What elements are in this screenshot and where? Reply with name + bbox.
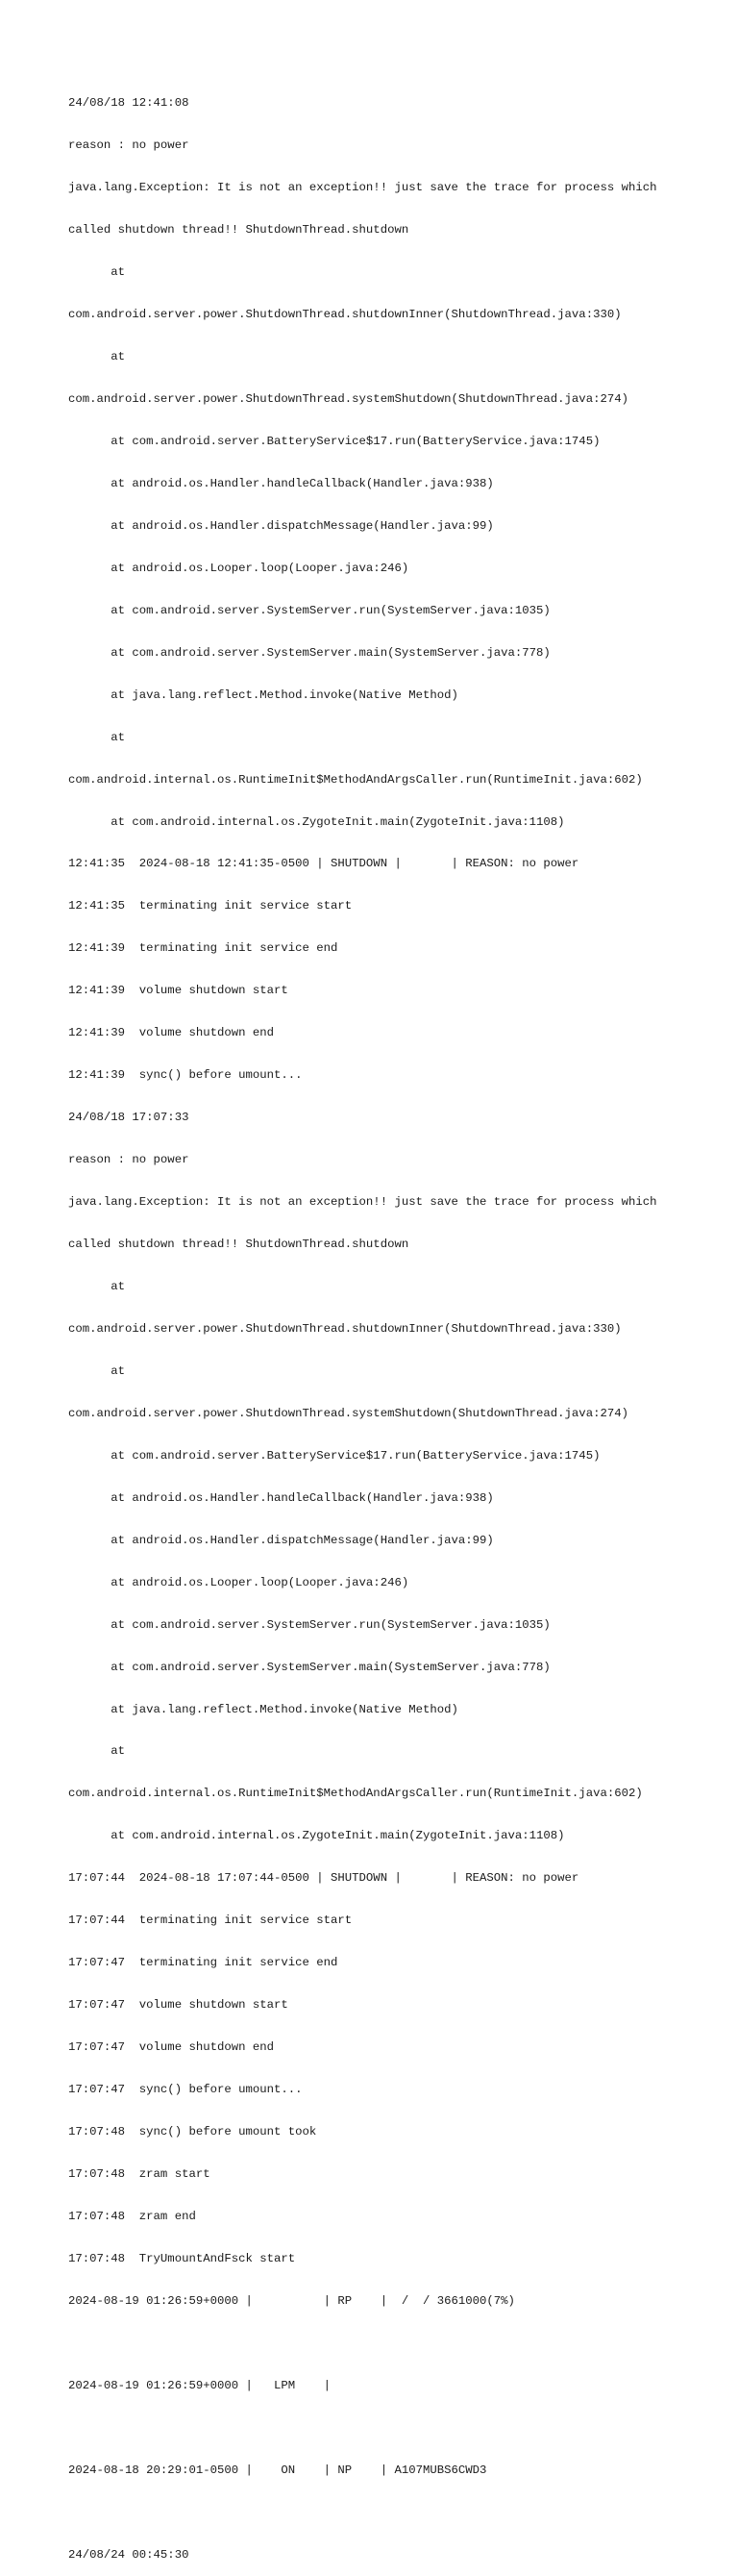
log-line: 17:07:48 TryUmountAndFsck start [68, 2251, 296, 2265]
log-line: com.android.internal.os.RuntimeInit$MethodAndArgsCaller.run(RuntimeInit.java:602) [68, 772, 643, 787]
log-line: at android.os.Looper.loop(Looper.java:246) [68, 561, 409, 575]
log-line: 17:07:44 2024-08-18 17:07:44-0500 | SHUTDOWN | | REASON: no power [68, 1871, 579, 1886]
log-line: com.android.internal.os.RuntimeInit$MethodAndArgsCaller.run(RuntimeInit.java:602) [68, 1787, 643, 1801]
log-line: java.lang.Exception: It is not an exception!! just save the trace for process which [68, 1195, 657, 1210]
log-line: 12:41:39 sync() before umount... [68, 1068, 303, 1083]
log-line: at com.android.server.SystemServer.main(SystemServer.java:778) [68, 1660, 551, 1674]
log-line: at [68, 1744, 126, 1759]
log-line: reason : no power [68, 138, 189, 153]
log-line: 17:07:47 sync() before umount... [68, 2083, 303, 2097]
log-line: 2024-08-19 01:26:59+0000 | LPM | [68, 2378, 332, 2392]
log-line: at com.android.server.SystemServer.main(SystemServer.java:778) [68, 645, 551, 660]
log-line: at java.lang.reflect.Method.invoke(Native Method) [68, 1702, 458, 1716]
log-line: at [68, 265, 126, 280]
log-line: 17:07:48 sync() before umount took [68, 2125, 317, 2139]
log-line: at android.os.Handler.handleCallback(Handler.java:938) [68, 1490, 494, 1505]
log-line: at java.lang.reflect.Method.invoke(Native Method) [68, 688, 458, 702]
log-line: 2024-08-18 20:29:01-0500 | ON | NP | A107MUBS6CWD3 [68, 2463, 487, 2477]
log-line: at [68, 1363, 126, 1378]
log-line: 17:07:47 volume shutdown start [68, 1998, 288, 2013]
log-line: 12:41:35 terminating init service start [68, 899, 353, 913]
log-line: called shutdown thread!! ShutdownThread.shutdown [68, 1238, 409, 1252]
log-line: 24/08/24 00:45:30 [68, 2547, 189, 2562]
log-line: at com.android.server.BatteryService$17.run(BatteryService.java:1745) [68, 1448, 601, 1463]
log-line: 12:41:39 volume shutdown start [68, 984, 288, 998]
log-line: 24/08/18 12:41:08 [68, 96, 189, 111]
log-line: 12:41:39 terminating init service end [68, 941, 338, 956]
log-line: 17:07:48 zram start [68, 2167, 210, 2182]
log-line: 12:41:35 2024-08-18 12:41:35-0500 | SHUTDOWN | | REASON: no power [68, 857, 579, 871]
log-line: at com.android.server.BatteryService$17.run(BatteryService.java:1745) [68, 434, 601, 448]
log-line: at android.os.Handler.dispatchMessage(Handler.java:99) [68, 1533, 494, 1547]
log-line: 24/08/18 17:07:33 [68, 1111, 189, 1125]
log-line: 2024-08-19 01:26:59+0000 | | RP | / / 3661000(7%) [68, 2293, 515, 2308]
log-line: at android.os.Handler.handleCallback(Handler.java:938) [68, 476, 494, 490]
log-line [68, 2337, 719, 2351]
log-line: com.android.server.power.ShutdownThread.systemShutdown(ShutdownThread.java:274) [68, 391, 628, 406]
log-line: 17:07:47 volume shutdown end [68, 2040, 275, 2055]
log-line: reason : no power [68, 1153, 189, 1167]
log-line: at com.android.internal.os.ZygoteInit.main(ZygoteInit.java:1108) [68, 814, 565, 829]
log-line [68, 2421, 719, 2436]
log-line: com.android.server.power.ShutdownThread.shutdownInner(ShutdownThread.java:330) [68, 308, 622, 322]
log-text [68, 68, 719, 2576]
log-line [68, 2506, 719, 2520]
log-line: at [68, 730, 126, 744]
log-line: 12:41:39 volume shutdown end [68, 1026, 275, 1040]
log-line: at android.os.Handler.dispatchMessage(Handler.java:99) [68, 518, 494, 533]
log-line: com.android.server.power.ShutdownThread.systemShutdown(ShutdownThread.java:274) [68, 1406, 628, 1420]
log-line: 17:07:44 terminating init service start [68, 1913, 353, 1928]
log-line: at android.os.Looper.loop(Looper.java:246) [68, 1575, 409, 1589]
log-line: 17:07:47 terminating init service end [68, 1956, 338, 1970]
log-line: com.android.server.power.ShutdownThread.shutdownInner(ShutdownThread.java:330) [68, 1321, 622, 1336]
log-line: called shutdown thread!! ShutdownThread.shutdown [68, 223, 409, 238]
log-line: at [68, 350, 126, 364]
log-line: java.lang.Exception: It is not an exception!! just save the trace for process which [68, 181, 657, 195]
log-line: at [68, 1280, 126, 1293]
log-line: at com.android.server.SystemServer.run(SystemServer.java:1035) [68, 1617, 551, 1632]
log-line: at com.android.server.SystemServer.run(SystemServer.java:1035) [68, 603, 551, 617]
log-line: 17:07:48 zram end [68, 2209, 196, 2223]
log-line: at com.android.internal.os.ZygoteInit.main(ZygoteInit.java:1108) [68, 1829, 565, 1843]
